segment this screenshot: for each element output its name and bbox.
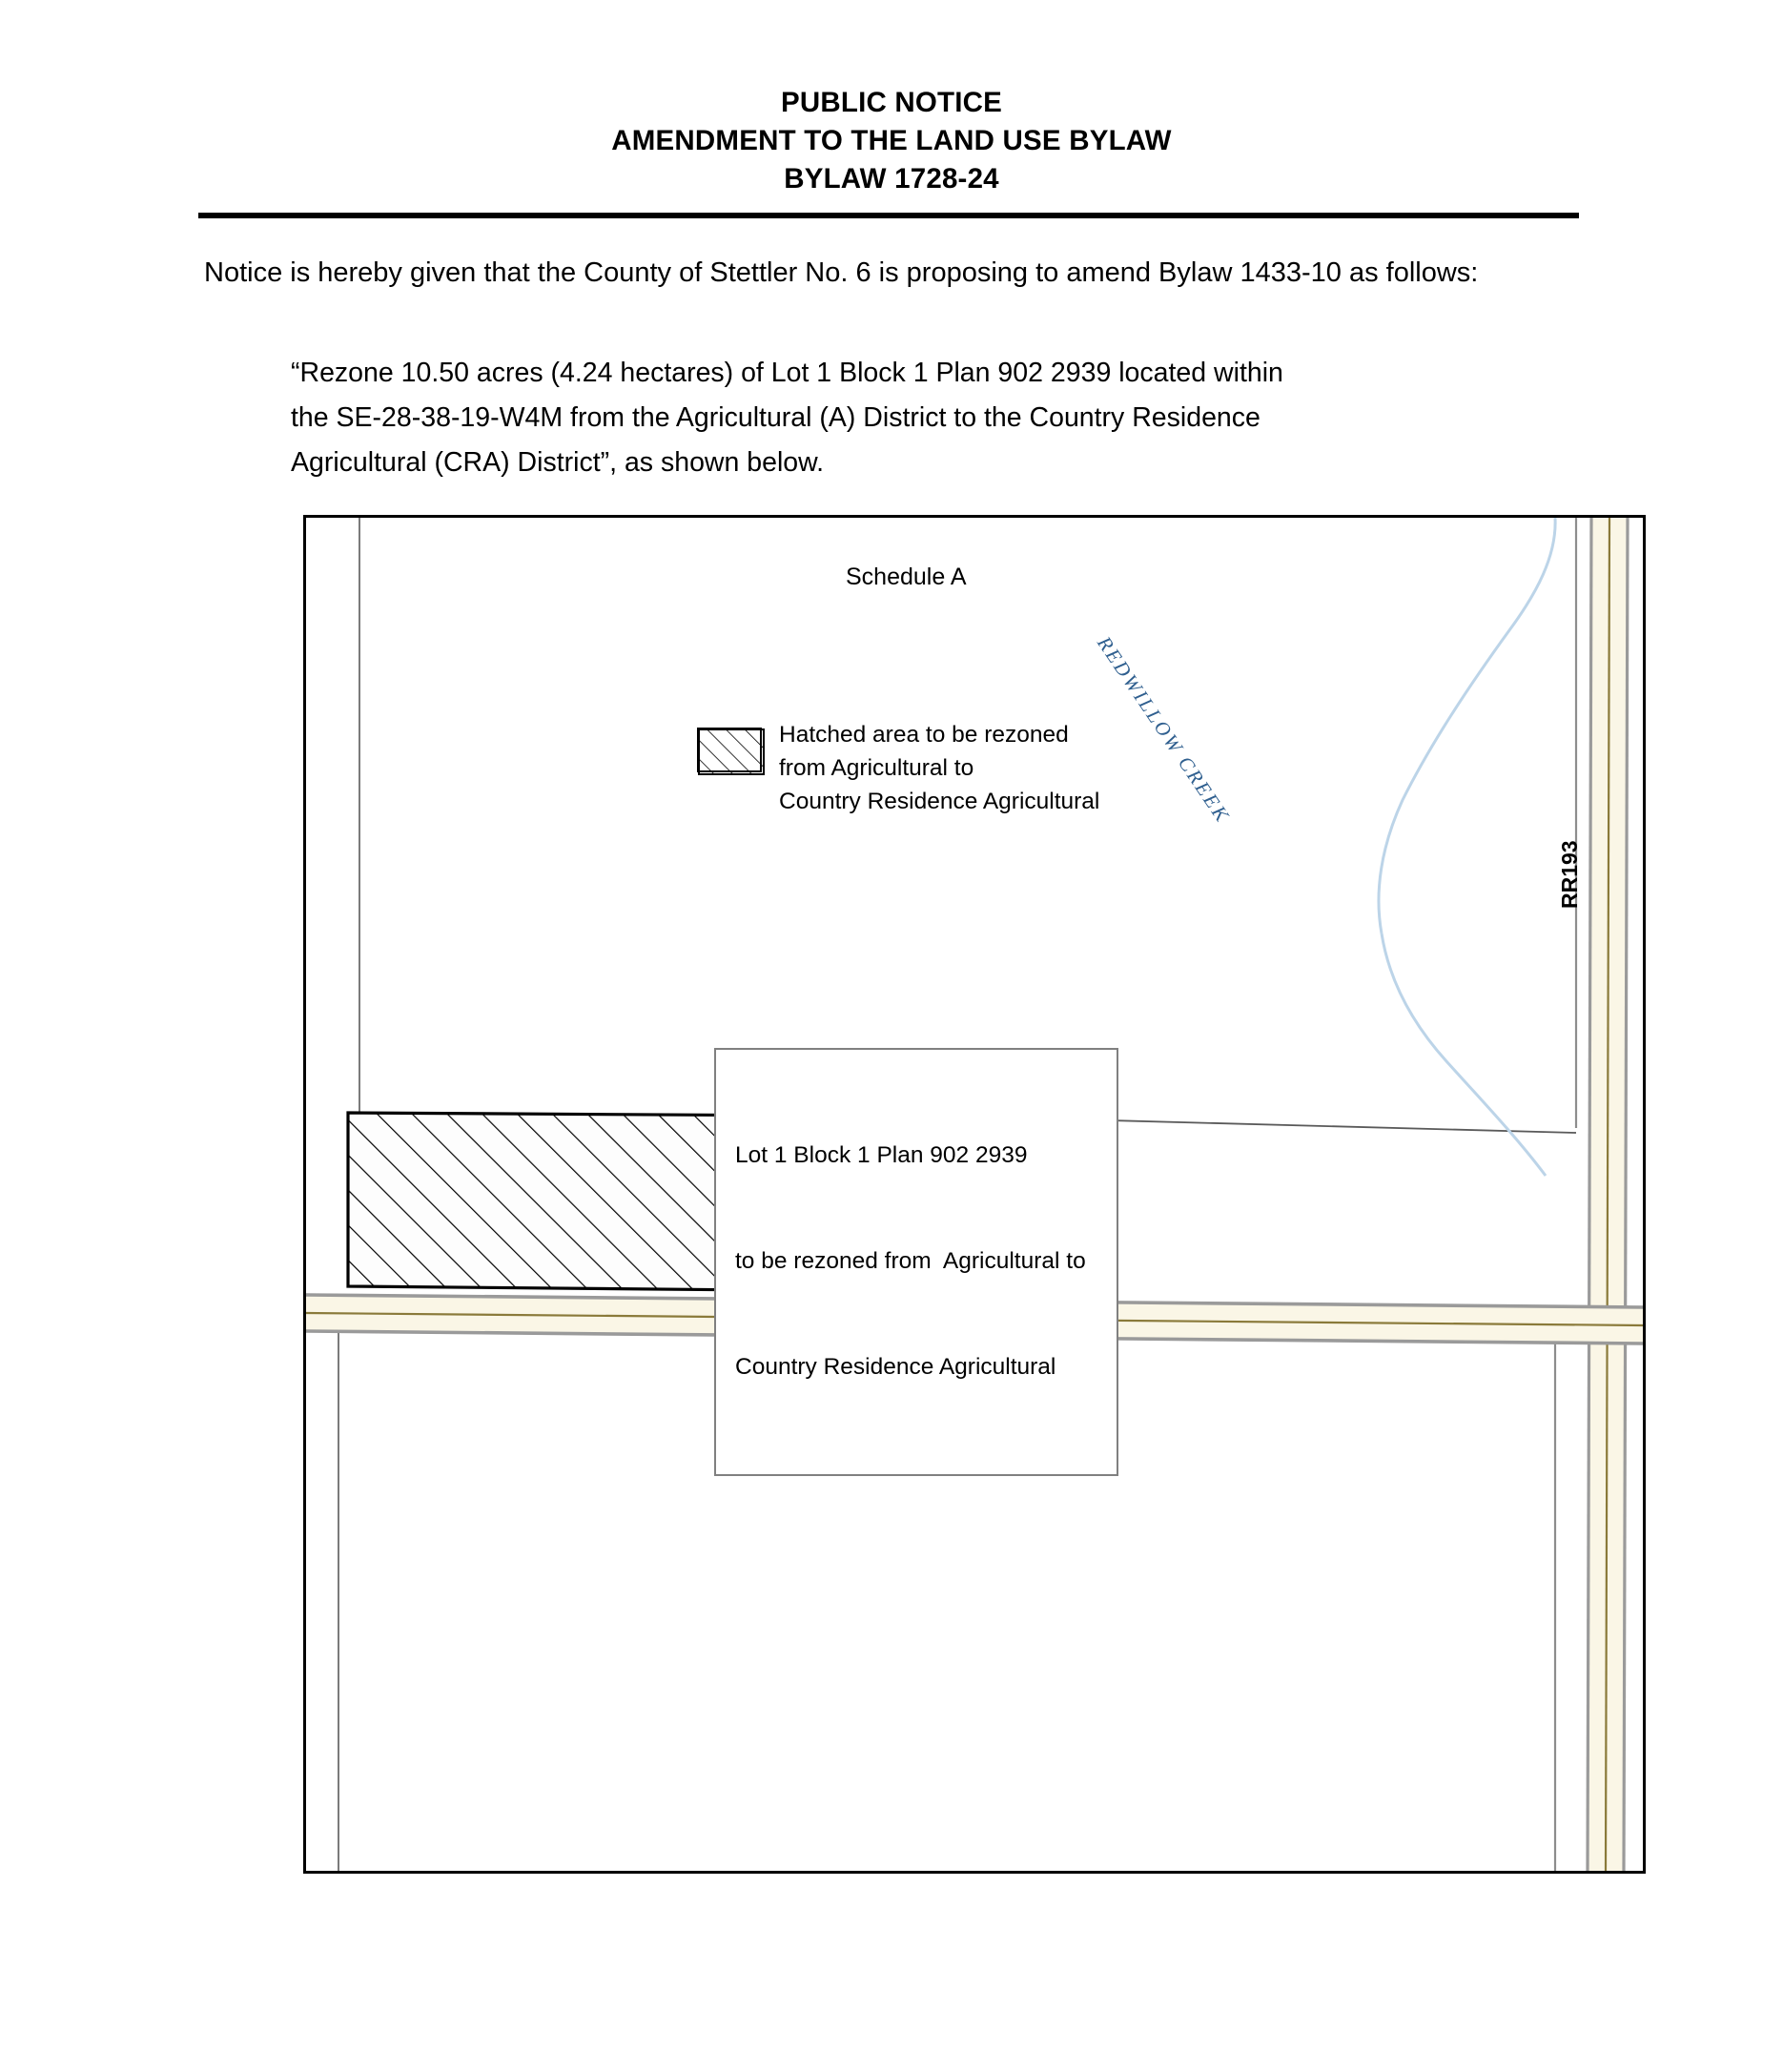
header-divider-rule	[198, 213, 1579, 218]
parcel-info-line-1: Lot 1 Block 1 Plan 902 2939	[735, 1142, 1028, 1168]
rezone-quote-line-1: “Rezone 10.50 acres (4.24 hectares) of Lot 1 Block 1 Plan 902 2939 located within	[291, 358, 1283, 388]
header-line-amendment: AMENDMENT TO THE LAND USE BYLAW	[611, 125, 1172, 156]
intro-paragraph: Notice is hereby given that the County of Stettler No. 6 is proposing to amend Bylaw 1433-10 as follows:	[204, 257, 1479, 288]
legend-line-1: Hatched area to be rezoned	[779, 722, 1069, 748]
header-line-public-notice: PUBLIC NOTICE	[780, 87, 1003, 118]
schedule-a-label: Schedule A	[846, 564, 967, 590]
document-header	[0, 84, 1783, 198]
rezone-quote-line-3: Agricultural (CRA) District”, as shown below.	[291, 447, 825, 478]
road-rr193-geometry	[1588, 518, 1628, 1871]
parcel-info-text-block	[735, 1067, 1097, 1455]
redwillow-creek-label: REDWILLOW CREEK	[1093, 632, 1235, 828]
parcel-info-line-2: to be rezoned from Agricultural to	[735, 1248, 1086, 1274]
road-label-rr193: RR193	[1557, 840, 1582, 909]
rezone-quote-line-2: the SE-28-38-19-W4M from the Agricultural (A) District to the Country Residence	[291, 402, 1260, 433]
legend-hatch-swatch	[697, 728, 762, 772]
rezone-quote-paragraph	[291, 351, 1573, 485]
legend-text-block	[779, 718, 1099, 818]
legend-line-3: Country Residence Agricultural	[779, 789, 1100, 814]
parcel-info-line-3: Country Residence Agricultural	[735, 1354, 1056, 1380]
schedule-a-map	[303, 515, 1646, 1874]
map-legend	[697, 718, 1099, 818]
parcel-info-box	[714, 1048, 1118, 1476]
legend-line-2: from Agricultural to	[779, 755, 974, 781]
header-line-bylaw-number: BYLAW 1728-24	[784, 163, 999, 195]
